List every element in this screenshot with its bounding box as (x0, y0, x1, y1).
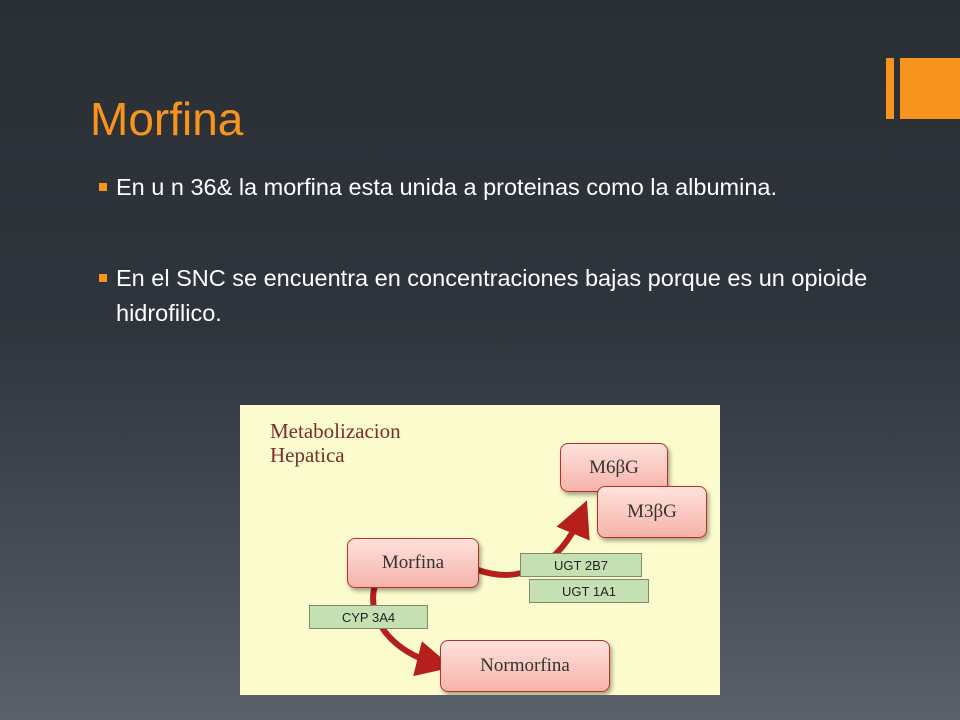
bullet-square-icon (99, 183, 107, 191)
bullet-square-icon (99, 274, 107, 282)
enzyme-ugt-1a1: UGT 1A1 (529, 579, 649, 603)
metabolism-diagram (240, 405, 720, 695)
diagram-title-line2: Hepatica (270, 443, 345, 467)
bullet-text: En el SNC se encuentra en concentraciones bajas porque es un opioide hidrofilico. (116, 265, 868, 326)
node-morfina: Morfina (347, 538, 479, 588)
accent-bar-wide (900, 58, 960, 119)
node-m6g: M6βG (560, 443, 668, 492)
enzyme-ugt-2b7: UGT 2B7 (520, 553, 642, 577)
bullet-item (96, 170, 876, 205)
bullet-item (96, 261, 876, 331)
bullet-text: En u n 36& la morfina esta unida a proteinas como la albumina. (116, 174, 778, 200)
enzyme-cyp-3a4: CYP 3A4 (309, 605, 428, 629)
slide-title: Morfina (90, 93, 244, 145)
node-normorfina: Normorfina (440, 640, 610, 692)
node-m3g: M3βG (597, 486, 707, 538)
accent-bar-thin (886, 58, 894, 119)
bullet-list (96, 170, 876, 331)
diagram-title-line1: Metabolizacion (270, 419, 401, 443)
